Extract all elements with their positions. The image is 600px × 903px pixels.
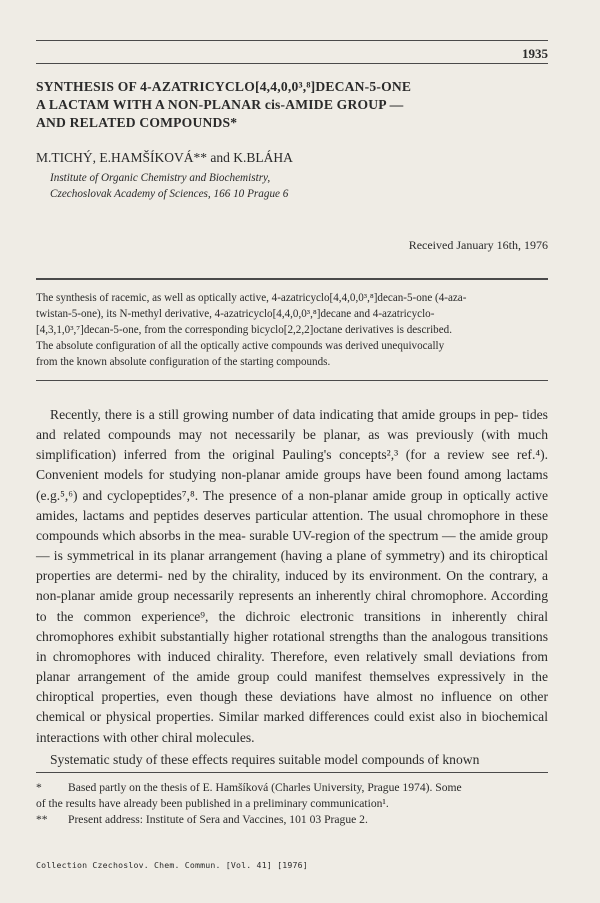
body-line: transitions in chromophores with induced chirality. Therefore, even relatively small <box>36 628 548 664</box>
footnote-2 <box>36 812 548 828</box>
body-line: amide group necessarily represents an inherently chiral chromophore. According <box>99 588 548 604</box>
header-rule-bottom <box>36 63 548 64</box>
header-rule-top <box>36 40 548 41</box>
abstract-line: The synthesis of racemic, as well as optically active, 4-azatricyclo[4,4,0,0³,⁸]decan-5-one (4-aza- <box>36 292 467 304</box>
footnote-rule <box>36 772 548 773</box>
body-line: much simplification) inferred from the original Pauling's concepts²,³ (for a review <box>36 427 548 463</box>
body-line: found among lactams (e.g.⁵,⁶) and cyclopeptides⁷,⁸. The presence of a non-planar <box>36 467 548 503</box>
page-number: 1935 <box>522 46 548 61</box>
footnote-mark: ** <box>36 813 48 826</box>
footnote-mark: * <box>36 781 42 794</box>
body-line: no influence on other chemical or physical properties. Similar marked differences <box>36 689 548 725</box>
paragraph-1 <box>36 405 548 748</box>
affiliation-line-1: Institute of Organic Chemistry and Biochemistry, <box>50 172 271 184</box>
body-line: see ref.⁴). Convenient models for studying non-planar amide groups have been <box>36 447 549 483</box>
title-line-1: SYNTHESIS OF 4-AZATRICYCLO[4,4,0,0³,⁸]DECAN-5-ONE <box>36 79 412 94</box>
footnotes <box>36 780 548 828</box>
footnote-text: Present address: Institute of Sera and Vaccines, 101 03 Prague 2. <box>68 813 368 826</box>
received-date: Received January 16th, 1976 <box>408 238 548 252</box>
abstract-line: The absolute configuration of all the optically active compounds was derived unequivocally <box>36 340 445 352</box>
body-line: surable UV-region of the spectrum — the amide group — is symmetrical in its planar <box>36 527 548 564</box>
body-line: deviations from planar arrangement of the amide group could manifest themselves <box>36 648 548 685</box>
abstract-line: twistan-5-one), its N-methyl derivative, 4-azatricyclo[4,4,0,0³,⁸]decane and 4-azatricyclo- <box>36 308 435 320</box>
body-line: amide group in optically active amides, lactams and peptides deserves particular <box>36 487 548 523</box>
body-line: could exist also in biochemical interactions with other chiral molecules. <box>36 709 548 745</box>
authors: M.TICHÝ, E.HAMŠÍKOVÁ** and K.BLÁHA <box>36 150 293 165</box>
title-line-2: A LACTAM WITH A NON-PLANAR cis-AMIDE GROUP — <box>36 97 404 112</box>
abstract-line: [4,3,1,0³,⁷]decan-5-one, from the corresponding bicyclo[2,2,2]octane derivatives is described. <box>36 324 452 336</box>
body-line: tides and related compounds may not necessarily be planar, as was previously (with <box>36 407 548 443</box>
body-line: expressively in the chiroptical properties, even though these deviations have almost <box>36 669 548 705</box>
body-line: attention. The usual chromophore in these compounds which absorbs in the mea- <box>36 507 548 543</box>
affiliation <box>50 170 288 202</box>
footnote-text: Based partly on the thesis of E. Hamšíková (Charles University, Prague 1974). Some <box>68 781 462 794</box>
abstract-rule-top <box>36 278 548 280</box>
body-line: chromophores exhibit substantially higher rotational strengths than the analogous <box>36 628 487 644</box>
body-line: to the common experience⁹, the dichroic electronic transitions in inherently chiral <box>36 608 548 624</box>
affiliation-line-2: Czechoslovak Academy of Sciences, 166 10 Prague 6 <box>50 188 289 200</box>
abstract <box>36 290 548 370</box>
body-line: Systematic study of these effects requires suitable model compounds of known <box>50 751 480 767</box>
body-text <box>36 405 548 770</box>
abstract-rule-bottom <box>36 380 548 381</box>
footnote-1 <box>36 780 548 796</box>
footnote-1-cont <box>36 796 548 812</box>
paper-title <box>36 78 556 132</box>
body-line: ned by the chirality, induced by its environment. On the contrary, a non-planar <box>36 568 548 604</box>
body-line: Recently, there is a still growing number of data indicating that amide groups in pep- <box>50 407 519 422</box>
body-line: arrangement (having a plane of symmetry) and its chiroptical properties are determi- <box>36 548 548 584</box>
footnote-text: of the results have already been published in a preliminary communication¹. <box>36 797 389 810</box>
paragraph-2 <box>36 750 548 770</box>
abstract-line: from the known absolute configuration of the starting compounds. <box>36 356 331 368</box>
title-line-3: AND RELATED COMPOUNDS* <box>36 115 238 130</box>
journal-citation: Collection Czechoslov. Chem. Commun. [Vol. 41] [1976] <box>36 860 308 870</box>
